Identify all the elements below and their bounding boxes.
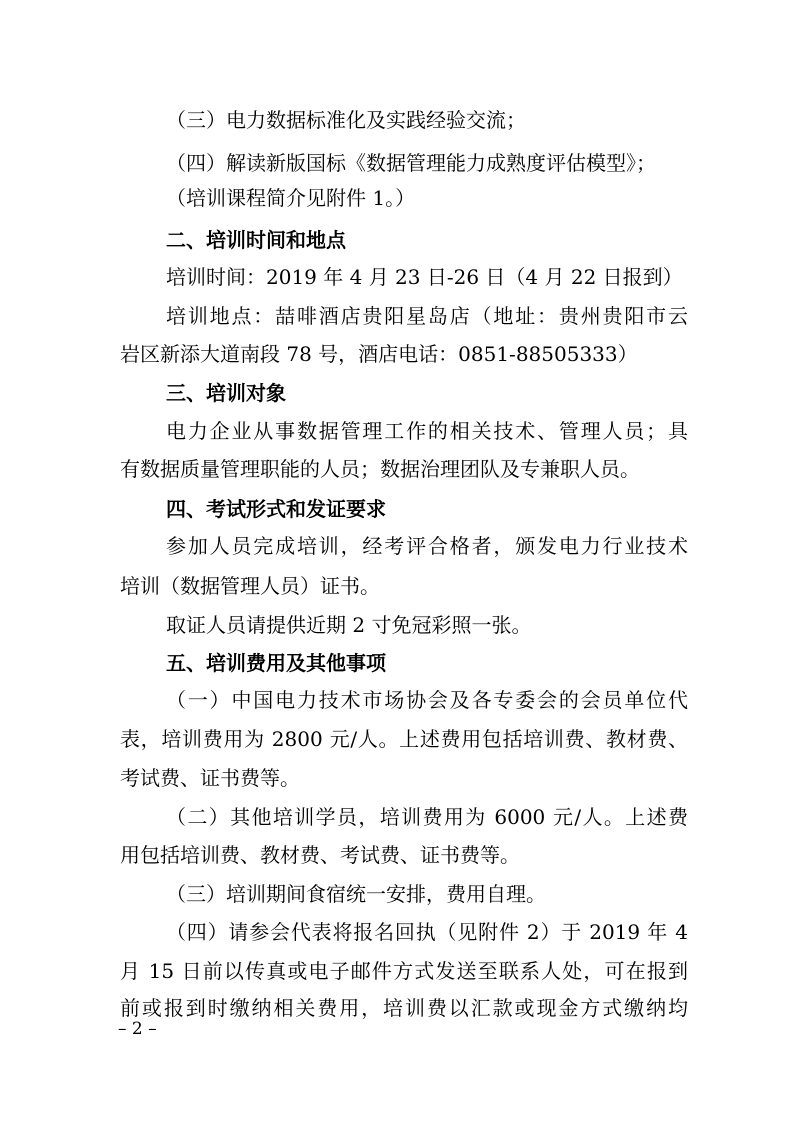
section-heading: 二、培训时间和地点 bbox=[166, 228, 346, 252]
paragraph: 培训（数据管理人员）证书。 bbox=[120, 574, 380, 598]
paragraph: （二）其他培训学员，培训费用为 6000 元/人。上述费 bbox=[166, 805, 688, 829]
paragraph: （一）中国电力技术市场协会及各专委会的会员单位代 bbox=[166, 688, 688, 712]
section-heading: 三、培训对象 bbox=[166, 381, 286, 405]
paragraph: 前或报到时缴纳相关费用，培训费以汇款或现金方式缴纳均 bbox=[120, 996, 688, 1020]
paragraph: 取证人员请提供近期 2 寸免冠彩照一张。 bbox=[166, 613, 532, 637]
paragraph: （四）请参会代表将报名回执（见附件 2）于 2019 年 4 bbox=[166, 920, 688, 944]
paragraph: 培训地点：喆啡酒店贵阳星岛店（地址：贵州贵阳市云 bbox=[166, 304, 688, 328]
section-heading: 五、培训费用及其他事项 bbox=[166, 651, 386, 675]
section-heading: 四、考试形式和发证要求 bbox=[166, 497, 386, 521]
paragraph: 有数据质量管理职能的人员；数据治理团队及专兼职人员。 bbox=[120, 457, 640, 481]
list-item: （三）电力数据标准化及实践经验交流； bbox=[166, 108, 526, 132]
paragraph: 用包括培训费、教材费、考试费、证书费等。 bbox=[120, 843, 520, 867]
paragraph: （培训课程简介见附件 1。） bbox=[166, 186, 416, 210]
paragraph: 培训时间：2019 年 4 月 23 日-26 日（4 月 22 日报到） bbox=[166, 265, 683, 289]
paragraph: 月 15 日前以传真或电子邮件方式发送至联系人处，可在报到 bbox=[120, 959, 688, 983]
paragraph: 电力企业从事数据管理工作的相关技术、管理人员；具 bbox=[166, 419, 688, 443]
paragraph: 考试费、证书费等。 bbox=[120, 766, 300, 790]
page-number: – 2 – bbox=[118, 1019, 157, 1039]
paragraph: （三）培训期间食宿统一安排，费用自理。 bbox=[166, 882, 546, 906]
paragraph: 岩区新添大道南段 78 号，酒店电话：0851-88505333） bbox=[120, 342, 638, 366]
list-item: （四）解读新版国标《数据管理能力成熟度评估模型》； bbox=[166, 151, 656, 175]
paragraph: 表，培训费用为 2800 元/人。上述费用包括培训费、教材费、 bbox=[120, 727, 688, 751]
paragraph: 参加人员完成培训，经考评合格者，颁发电力行业技术 bbox=[166, 534, 688, 558]
document-page bbox=[120, 0, 688, 1122]
